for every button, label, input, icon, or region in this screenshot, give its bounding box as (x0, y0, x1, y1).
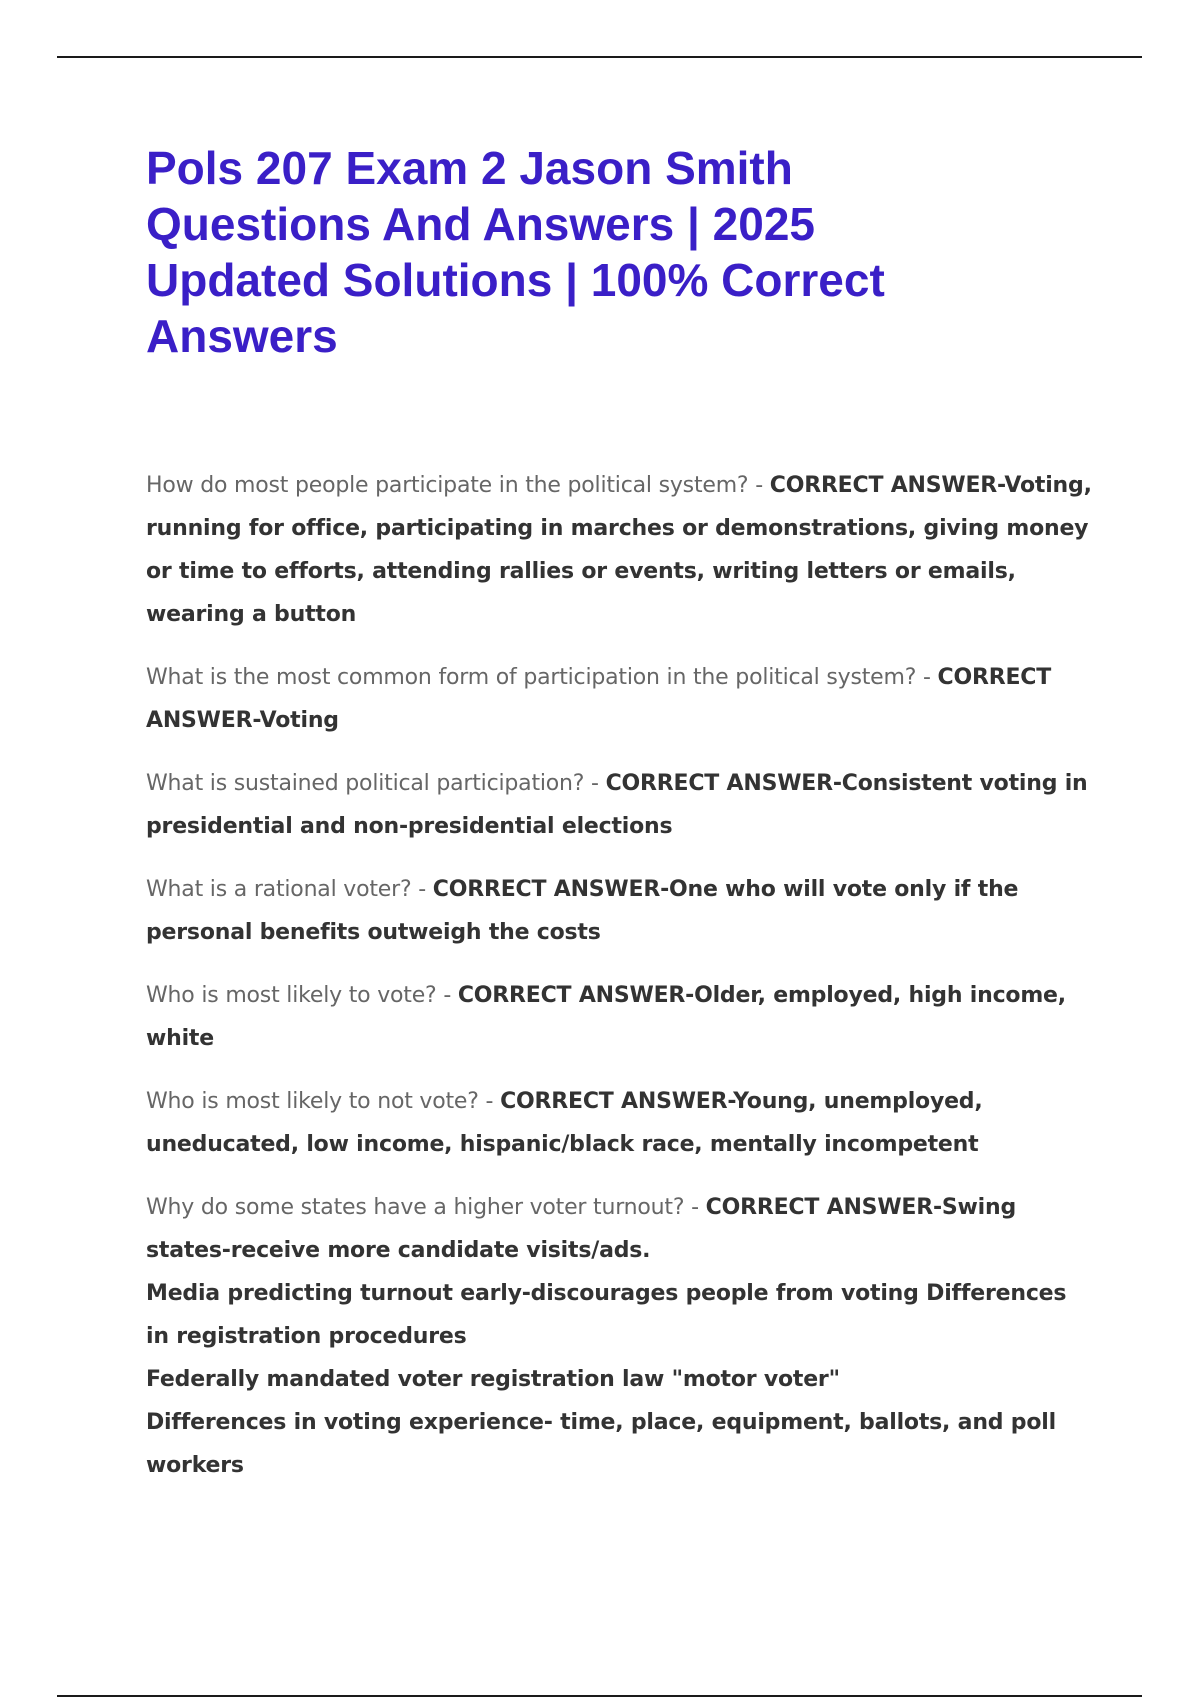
qa-list (146, 464, 1096, 1487)
qa-item (146, 464, 1096, 636)
answer-text: CORRECT ANSWER-One who will vote only if the personal benefits outweigh the costs (146, 877, 1019, 945)
qa-item (146, 762, 1096, 848)
answer-line: Media predicting turnout early-discourages people from voting Differences in registration procedures (146, 1281, 1067, 1349)
qa-item (146, 1186, 1096, 1487)
question-text: Who is most likely to vote? - (146, 983, 458, 1008)
answer-text: CORRECT ANSWER-Consistent voting in presidential and non-presidential elections (146, 771, 1088, 839)
bottom-rule (57, 1695, 1142, 1697)
answer-text: CORRECT ANSWER-Young, unemployed, uneducated, low income, hispanic/black race, mentally incompetent (146, 1089, 983, 1157)
qa-item (146, 656, 1096, 742)
answer-text: CORRECT ANSWER-Voting (146, 665, 1052, 733)
answer-text: CORRECT ANSWER-Voting, running for office, participating in marches or demonstrations, giving money or time to efforts, attending rallies or events, writing letters or emails, wearing a button (146, 473, 1092, 627)
question-text: What is a rational voter? - (146, 877, 433, 902)
question-text: How do most people participate in the political system? - (146, 473, 770, 498)
question-text: What is the most common form of participation in the political system? - (146, 665, 938, 690)
question-text: Who is most likely to not vote? - (146, 1089, 501, 1114)
question-text: Why do some states have a higher voter turnout? - (146, 1195, 706, 1220)
answer-line: Differences in voting experience- time, place, equipment, ballots, and poll workers (146, 1410, 1056, 1478)
answer-text: CORRECT ANSWER-Older, employed, high income, white (146, 983, 1066, 1051)
qa-item (146, 868, 1096, 954)
answer-line: Federally mandated voter registration law "motor voter" (146, 1367, 840, 1392)
top-rule (57, 56, 1142, 58)
qa-item (146, 974, 1096, 1060)
question-text: What is sustained political participation? - (146, 771, 606, 796)
document-body (146, 140, 1096, 1507)
qa-item (146, 1080, 1096, 1166)
document-title: Pols 207 Exam 2 Jason Smith Questions And Answers | 2025 Updated Solutions | 100% Correct Answers (146, 142, 885, 362)
answer-text: CORRECT ANSWER-Swing states-receive more candidate visits/ads. (146, 1195, 1017, 1263)
